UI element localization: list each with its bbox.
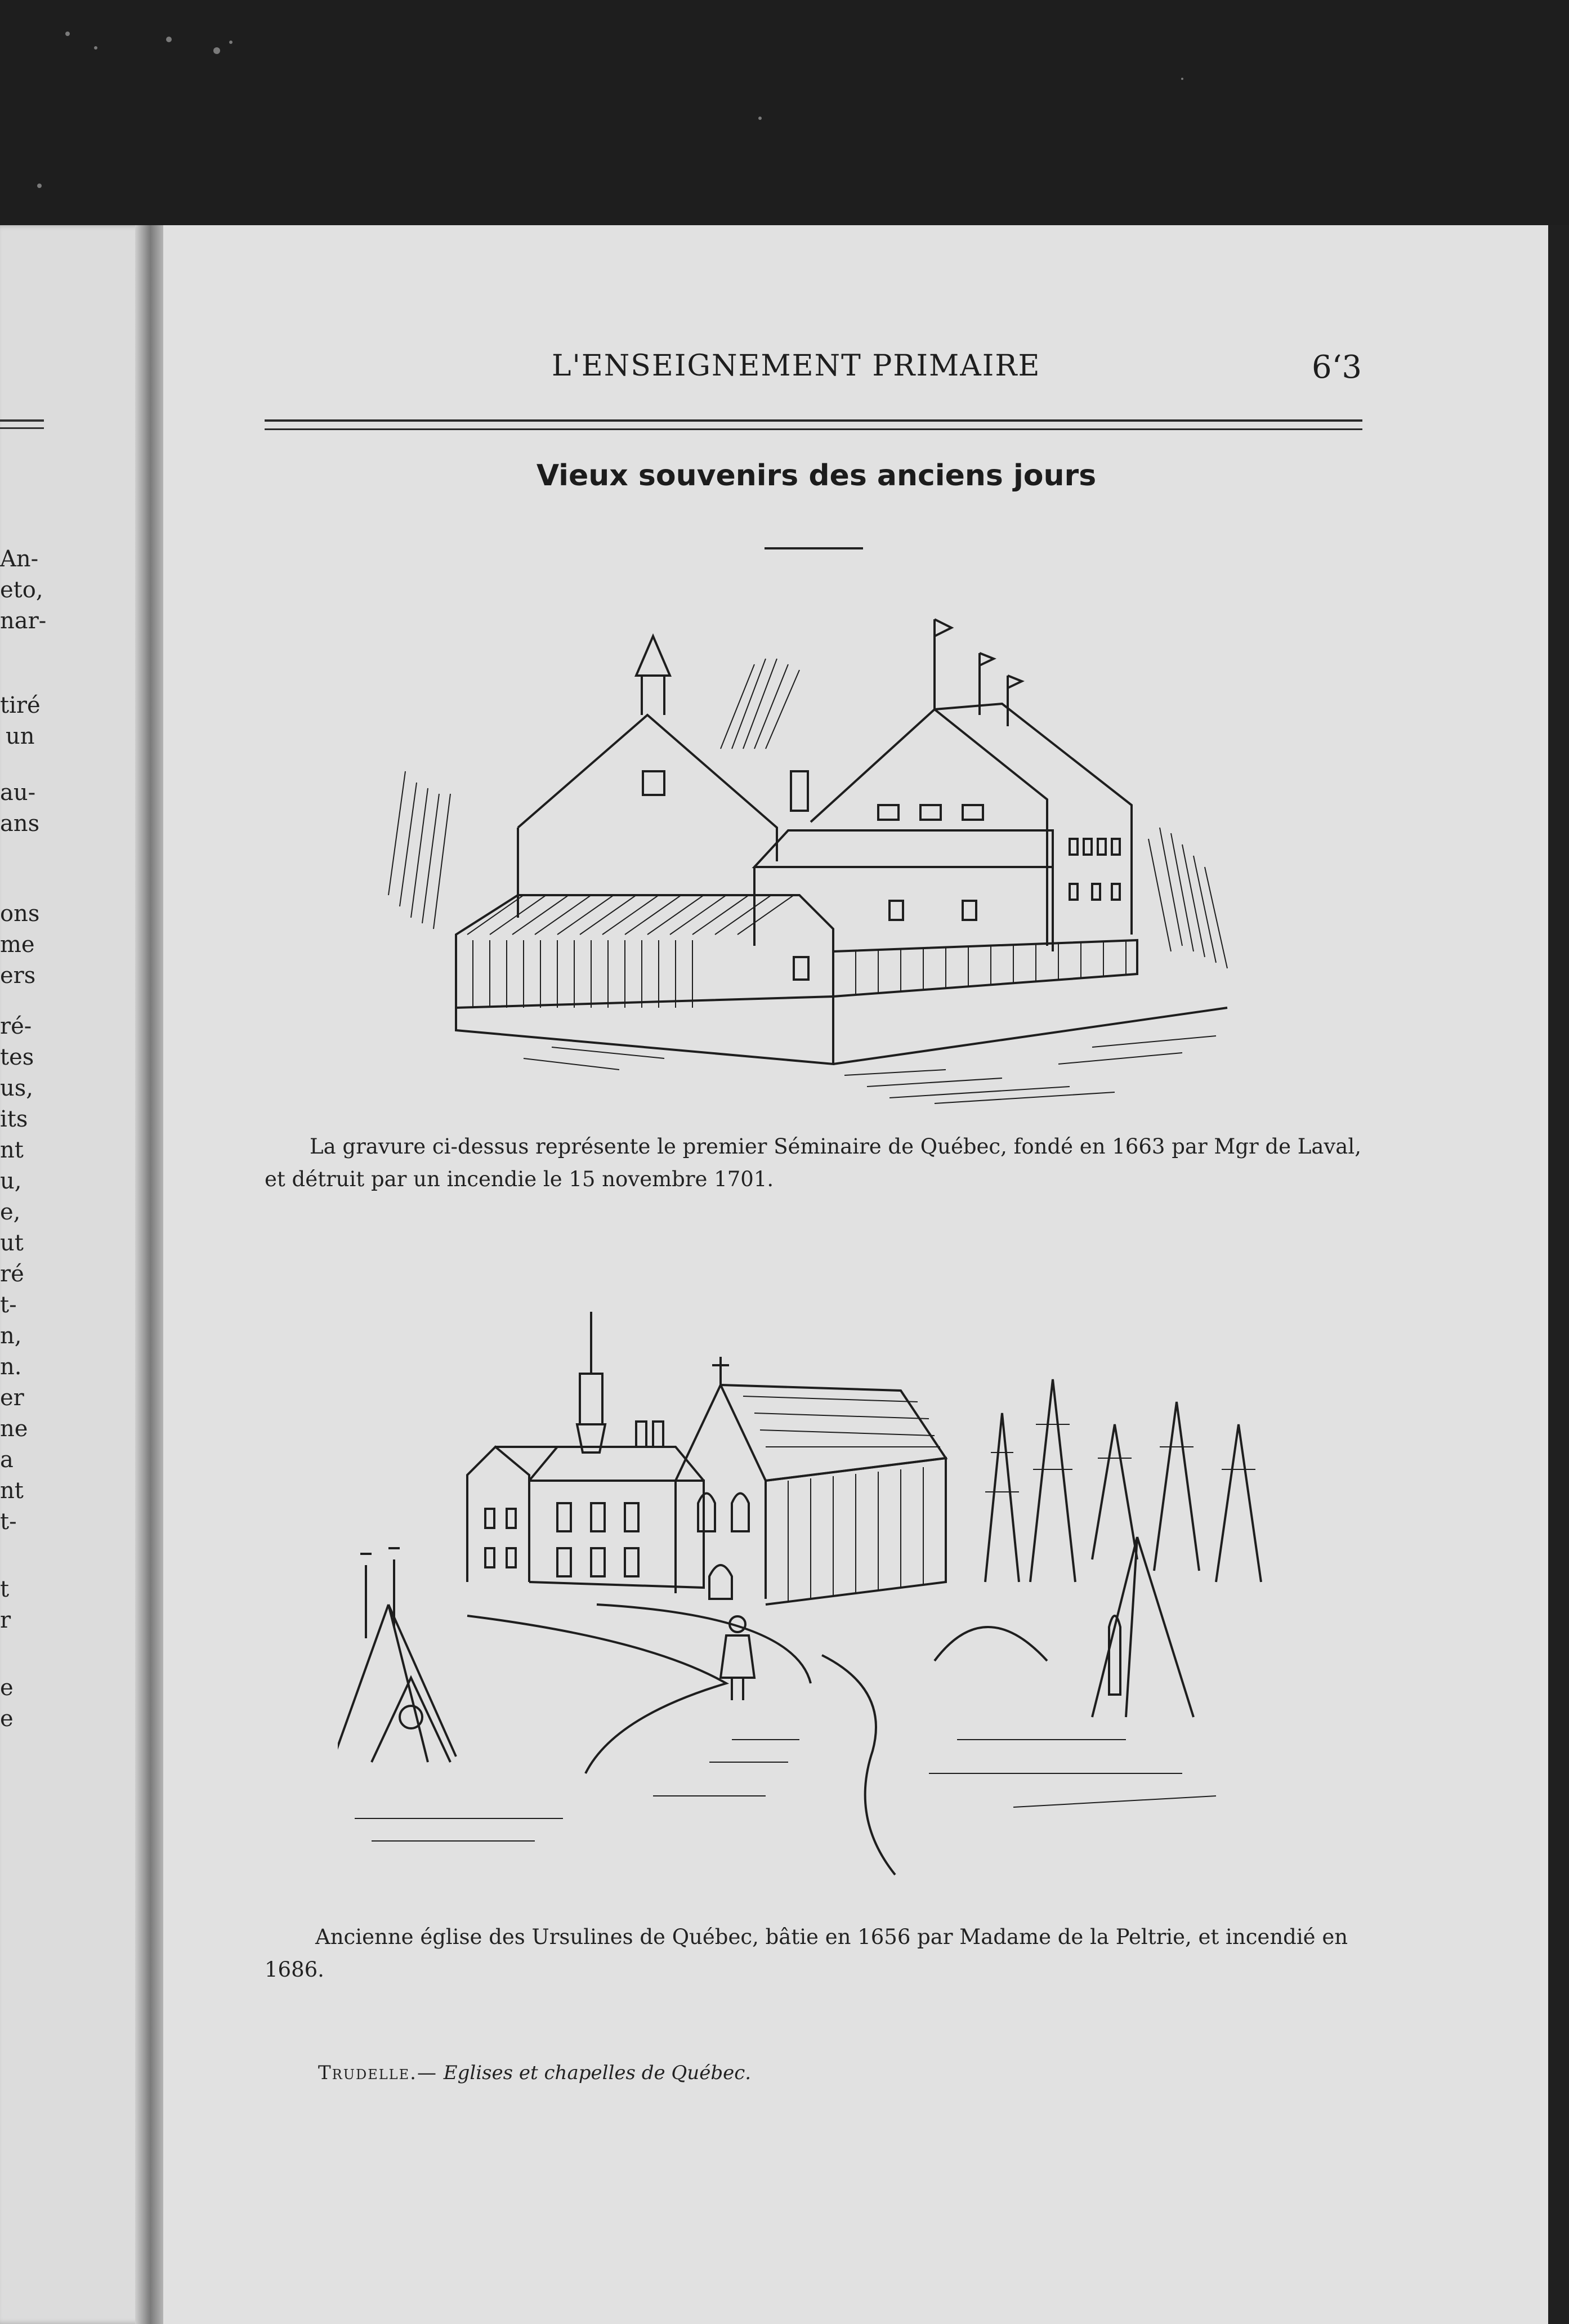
- facing-text-fragment: ut: [0, 1230, 24, 1256]
- article-title: Vieux souvenirs des anciens jours: [536, 459, 1097, 493]
- header-double-rule: [265, 419, 1362, 430]
- facing-text-fragment: ré: [0, 1261, 24, 1287]
- facing-text-fragment: n,: [0, 1323, 22, 1349]
- facing-text-fragment: un: [6, 723, 35, 749]
- facing-text-fragment: ne: [0, 1416, 28, 1442]
- source-reference: [318, 2062, 751, 2084]
- facing-text-fragment: u,: [0, 1168, 22, 1194]
- facing-text-fragment: nt: [0, 1137, 24, 1163]
- facing-text-fragment: nt: [0, 1478, 24, 1504]
- facing-text-fragment: An-: [0, 546, 39, 572]
- facing-text-fragment: eto,: [0, 577, 43, 603]
- running-head: L'ENSEIGNEMENT PRIMAIRE: [552, 349, 1041, 383]
- reference-title: Eglises et chapelles de Québec.: [443, 2062, 752, 2084]
- facing-text-fragment: a: [0, 1447, 14, 1473]
- facing-text-fragment: its: [0, 1106, 28, 1132]
- engraving-ursulines: [338, 1312, 1306, 1903]
- facing-text-fragment: r: [0, 1607, 11, 1633]
- facing-text-fragment: e: [0, 1675, 14, 1701]
- scan-right-edge: [1548, 225, 1569, 2324]
- facing-text-fragment: e,: [0, 1199, 21, 1225]
- facing-text-fragment: tes: [0, 1044, 34, 1070]
- page-number: 6ʻ3: [1312, 349, 1362, 386]
- facing-text-fragment: nar-: [0, 608, 47, 634]
- main-page: [163, 225, 1569, 2324]
- facing-text-fragment: t: [0, 1576, 10, 1602]
- facing-text-fragment: e: [0, 1706, 14, 1732]
- facing-text-fragment: tiré: [0, 692, 41, 718]
- engraving-seminaire: [383, 602, 1250, 1109]
- facing-text-fragment: ré-: [0, 1013, 32, 1039]
- facing-text-fragment: au-: [0, 780, 36, 806]
- facing-text-fragment: us,: [0, 1075, 34, 1101]
- title-rule: [765, 547, 863, 549]
- facing-text-fragment: me: [0, 932, 35, 958]
- facing-text-fragment: ers: [0, 963, 36, 989]
- facing-text-fragment: ans: [0, 811, 40, 837]
- scan-dust: [0, 0, 1569, 236]
- facing-text-fragment: n.: [0, 1354, 22, 1380]
- figure-caption-1: La gravure ci-dessus représente le premier Séminaire de Québec, fondé en 1663 par Mgr de Laval, et détruit par un incendie le 15 novembre 1701.: [265, 1134, 1361, 1191]
- facing-text-fragment: t-: [0, 1509, 17, 1535]
- facing-text-fragment: t-: [0, 1292, 17, 1318]
- figure-caption-2: Ancienne église des Ursulines de Québec, bâtie en 1656 par Madame de la Peltrie, et incendié en 1686.: [265, 1925, 1348, 1982]
- facing-text-fragment: ons: [0, 901, 40, 927]
- facing-text-fragment: er: [0, 1385, 24, 1411]
- facing-page-rule: [0, 419, 44, 429]
- reference-author: Trudelle.—: [318, 2062, 437, 2084]
